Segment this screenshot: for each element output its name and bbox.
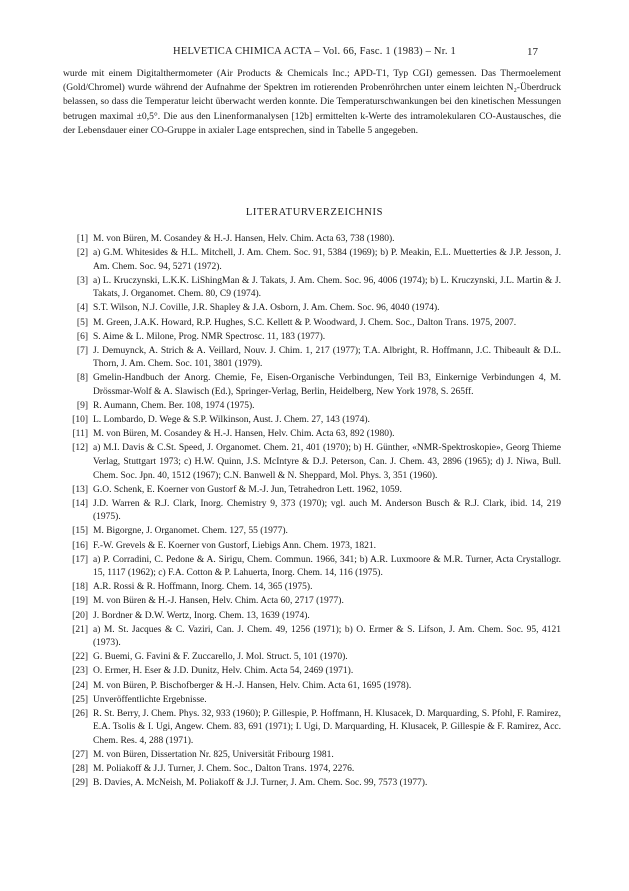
reference-number: [9] <box>76 401 88 412</box>
reference-entry <box>63 777 561 791</box>
reference-text: M. Poliakoff & J.J. Turner, J. Chem. Soc., Dalton Trans. 1974, 2276. <box>93 764 355 775</box>
reference-number: [17] <box>72 554 88 565</box>
reference-text: a) P. Corradini, C. Pedone & A. Sirigu, Chem. Commun. 1966, 341; b) A.R. Luxmoore & M.R. Turner, Acta Crystallogr. 15, 1117 (1962); c) F.A. Cotton & P. Lahuerta, Inorg. Chem. 14, 116 (1975). <box>93 554 561 579</box>
reference-number: [24] <box>72 680 88 691</box>
reference-entry <box>63 540 561 554</box>
reference-text: M. von Büren & H.-J. Hansen, Helv. Chim. Acta 60, 2717 (1977). <box>93 596 344 607</box>
reference-text: S.T. Wilson, N.J. Coville, J.R. Shapley & J.A. Osborn, J. Am. Chem. Soc. 96, 4040 (1974). <box>93 303 440 314</box>
reference-number: [2] <box>76 248 88 259</box>
intro-text: wurde mit einem Digitalthermometer (Air Products & Chemicals Inc.; APD-T1, Typ CGI) gemessen. Das Thermoelement (Gold/Chromel) wurde während der Aufnahme der Spektren im rotierenden Probenröhrchen unter einem leichten N₂-Überdruck belassen, so dass die Temperatur leicht überwacht werden konnte. Die Temperaturschwankungen bei den kinetischen Messungen betrugen maximal ±0,5°. Die aus den Linenformanalysen [12b] ermittelten k-Werte des intramolekularen CO-Austausches, die der Lebensdauer einer CO-Gruppe in axialer Lage entsprechen, sind in Tabelle 5 angegeben. <box>63 68 561 136</box>
reference-entry <box>63 428 561 442</box>
reference-number: [10] <box>72 415 88 426</box>
reference-entry <box>63 247 561 274</box>
reference-text: a) M.I. Davis & C.St. Speed, J. Organomet. Chem. 21, 401 (1970); b) H. Günther, «NMR-Spektroskopie», Georg Thieme Verlag, Stuttgart 1973; c) H.W. Quinn, J.S. McIntyre & D.J. Peterson, Can. J. Chem. 43, 2896 (1965); d) J. Niwa, Bull. Chem. Soc. Jpn. 40, 1512 (1967); C.N. Banwell & N. Sheppard, Mol. Phys. 3, 351 (1960). <box>93 443 561 481</box>
reference-entry <box>63 484 561 498</box>
reference-text: B. Davies, A. McNeish, M. Poliakoff & J.J. Turner, J. Am. Chem. Soc. 99, 7573 (1977). <box>93 778 428 789</box>
reference-entry <box>63 708 561 749</box>
reference-number: [25] <box>72 694 88 705</box>
reference-text: G. Buemi, G. Favini & F. Zuccarello, J. Mol. Struct. 5, 101 (1970). <box>93 652 348 663</box>
reference-number: [15] <box>72 526 88 537</box>
reference-entry <box>63 302 561 316</box>
running-header <box>0 46 629 62</box>
reference-text: J. Demuynck, A. Strich & A. Veillard, Nouv. J. Chim. 1, 217 (1977); T.A. Albright, R. Hoffmann, J.C. Thibeault & D.L. Thorn, J. Am. Chem. Soc. 101, 3801 (1979). <box>93 345 561 370</box>
reference-text: G.O. Schenk, E. Koerner von Gustorf & M.-J. Jun, Tetrahedron Lett. 1962, 1059. <box>93 484 402 495</box>
reference-entry <box>63 345 561 372</box>
reference-entry <box>63 414 561 428</box>
reference-number: [21] <box>72 624 88 635</box>
reference-entry <box>63 749 561 763</box>
reference-number: [28] <box>72 764 88 775</box>
reference-number: [29] <box>72 778 88 789</box>
reference-entry <box>63 275 561 302</box>
reference-entry <box>63 400 561 414</box>
reference-text: A.R. Rossi & R. Hoffmann, Inorg. Chem. 14, 365 (1975). <box>93 582 313 593</box>
reference-text: L. Lombardo, D. Wege & S.P. Wilkinson, Aust. J. Chem. 27, 143 (1974). <box>93 415 370 426</box>
reference-text: R. St. Berry, J. Chem. Phys. 32, 933 (1960); P. Gillespie, P. Hoffmann, H. Klusacek, D. Marquarding, S. Pfohl, F. Ramirez, E.A. Tsolis & I. Ugi, Angew. Chem. 83, 691 (1971); I. Ugi, D. Marquarding, H. Klusacek, P. Gillespie & F. Ramirez, Acc. Chem. Res. 4, 288 (1971). <box>93 708 561 746</box>
reference-text: M. Green, J.A.K. Howard, R.P. Hughes, S.C. Kellett & P. Woodward, J. Chem. Soc., Dalton Trans. 1975, 2007. <box>93 317 517 328</box>
reference-number: [11] <box>72 429 88 440</box>
reference-entry <box>63 763 561 777</box>
reference-entry <box>63 624 561 651</box>
reference-text: M. von Büren, P. Bischofberger & H.-J. Hansen, Helv. Chim. Acta 61, 1695 (1978). <box>93 680 412 691</box>
reference-number: [7] <box>76 345 88 356</box>
reference-text: M. von Büren, M. Cosandey & H.-J. Hansen, Helv. Chim. Acta 63, 892 (1980). <box>93 429 395 440</box>
reference-text: O. Ermer, H. Eser & J.D. Dunitz, Helv. Chim. Acta 54, 2469 (1971). <box>93 666 354 677</box>
reference-text: M. von Büren, M. Cosandey & H.-J. Hansen, Helv. Chim. Acta 63, 738 (1980). <box>93 234 395 244</box>
reference-number: [4] <box>76 303 88 314</box>
reference-number: [6] <box>76 331 88 342</box>
reference-text: M. von Büren, Dissertation Nr. 825, Universität Fribourg 1981. <box>93 749 334 760</box>
reference-text: Unveröffentlichte Ergebnisse. <box>93 694 207 705</box>
reference-entry <box>63 317 561 331</box>
reference-number: [18] <box>72 582 88 593</box>
running-title: HELVETICA CHIMICA ACTA – Vol. 66, Fasc. 1 (1983) – Nr. 1 <box>173 46 456 57</box>
reference-number: [16] <box>72 540 88 551</box>
reference-list <box>63 233 561 791</box>
reference-text: J.D. Warren & R.J. Clark, Inorg. Chemistry 9, 373 (1970); vgl. auch M. Anderson Busch & R.J. Clark, ibid. 14, 219 (1975). <box>93 498 561 523</box>
reference-entry <box>63 680 561 694</box>
reference-text: a) L. Kruczynski, L.K.K. LiShingMan & J. Takats, J. Am. Chem. Soc. 96, 4006 (1974); b) L. Kruczynski, J.L. Martin & J. Takats, J. Organomet. Chem. 80, C9 (1974). <box>93 275 561 300</box>
page-number: 17 <box>527 46 538 58</box>
reference-number: [1] <box>76 234 88 244</box>
reference-entry <box>63 331 561 345</box>
reference-number: [20] <box>72 610 88 621</box>
reference-entry <box>63 498 561 525</box>
reference-text: Gmelin-Handbuch der Anorg. Chemie, Fe, Eisen-Organische Verbindungen, Teil B3, Einkernige Verbindungen 4, M. Drössmar-Wolf & A. Slawisch (Ed.), Springer-Verlag, Berlin, Heidelberg, New York 1978, S. 265ff. <box>93 373 561 398</box>
reference-text: R. Aumann, Chem. Ber. 108, 1974 (1975). <box>93 401 255 412</box>
reference-number: [13] <box>72 484 88 495</box>
reference-text: a) G.M. Whitesides & H.L. Mitchell, J. Am. Chem. Soc. 91, 5384 (1969); b) P. Meakin, E.L. Muetterties & J.P. Jesson, J. Am. Chem. Soc. 94, 5271 (1972). <box>93 248 561 272</box>
reference-text: F.-W. Grevels & E. Koerner von Gustorf, Liebigs Ann. Chem. 1973, 1821. <box>93 540 377 551</box>
reference-text: S. Aime & L. Milone, Prog. NMR Spectrosc. 11, 183 (1977). <box>93 331 326 342</box>
intro-paragraph <box>63 67 561 138</box>
reference-number: [22] <box>72 652 88 663</box>
reference-number: [26] <box>72 708 88 719</box>
reference-number: [12] <box>72 443 88 454</box>
references-heading: LITERATURVERZEICHNIS <box>245 207 384 218</box>
reference-text: a) M. St. Jacques & C. Vaziri, Can. J. Chem. 49, 1256 (1971); b) O. Ermer & S. Lifson, J. Am. Chem. Soc. 95, 4121 (1973). <box>93 624 561 649</box>
reference-entry <box>63 595 561 609</box>
reference-number: [27] <box>72 749 88 760</box>
reference-number: [8] <box>76 373 88 384</box>
reference-entry <box>63 610 561 624</box>
reference-entry <box>63 442 561 483</box>
reference-number: [5] <box>76 317 88 328</box>
reference-entry <box>63 525 561 539</box>
reference-entry <box>63 233 561 247</box>
reference-number: [14] <box>72 498 88 509</box>
reference-entry <box>63 694 561 708</box>
reference-number: [23] <box>72 666 88 677</box>
reference-entry <box>63 372 561 399</box>
reference-entry <box>63 554 561 581</box>
reference-entry <box>63 581 561 595</box>
reference-entry <box>63 651 561 665</box>
reference-text: M. Bigorgne, J. Organomet. Chem. 127, 55 (1977). <box>93 526 288 537</box>
reference-text: J. Bordner & D.W. Wertz, Inorg. Chem. 13, 1639 (1974). <box>93 610 310 621</box>
reference-number: [3] <box>76 275 88 286</box>
reference-entry <box>63 665 561 679</box>
reference-number: [19] <box>72 596 88 607</box>
